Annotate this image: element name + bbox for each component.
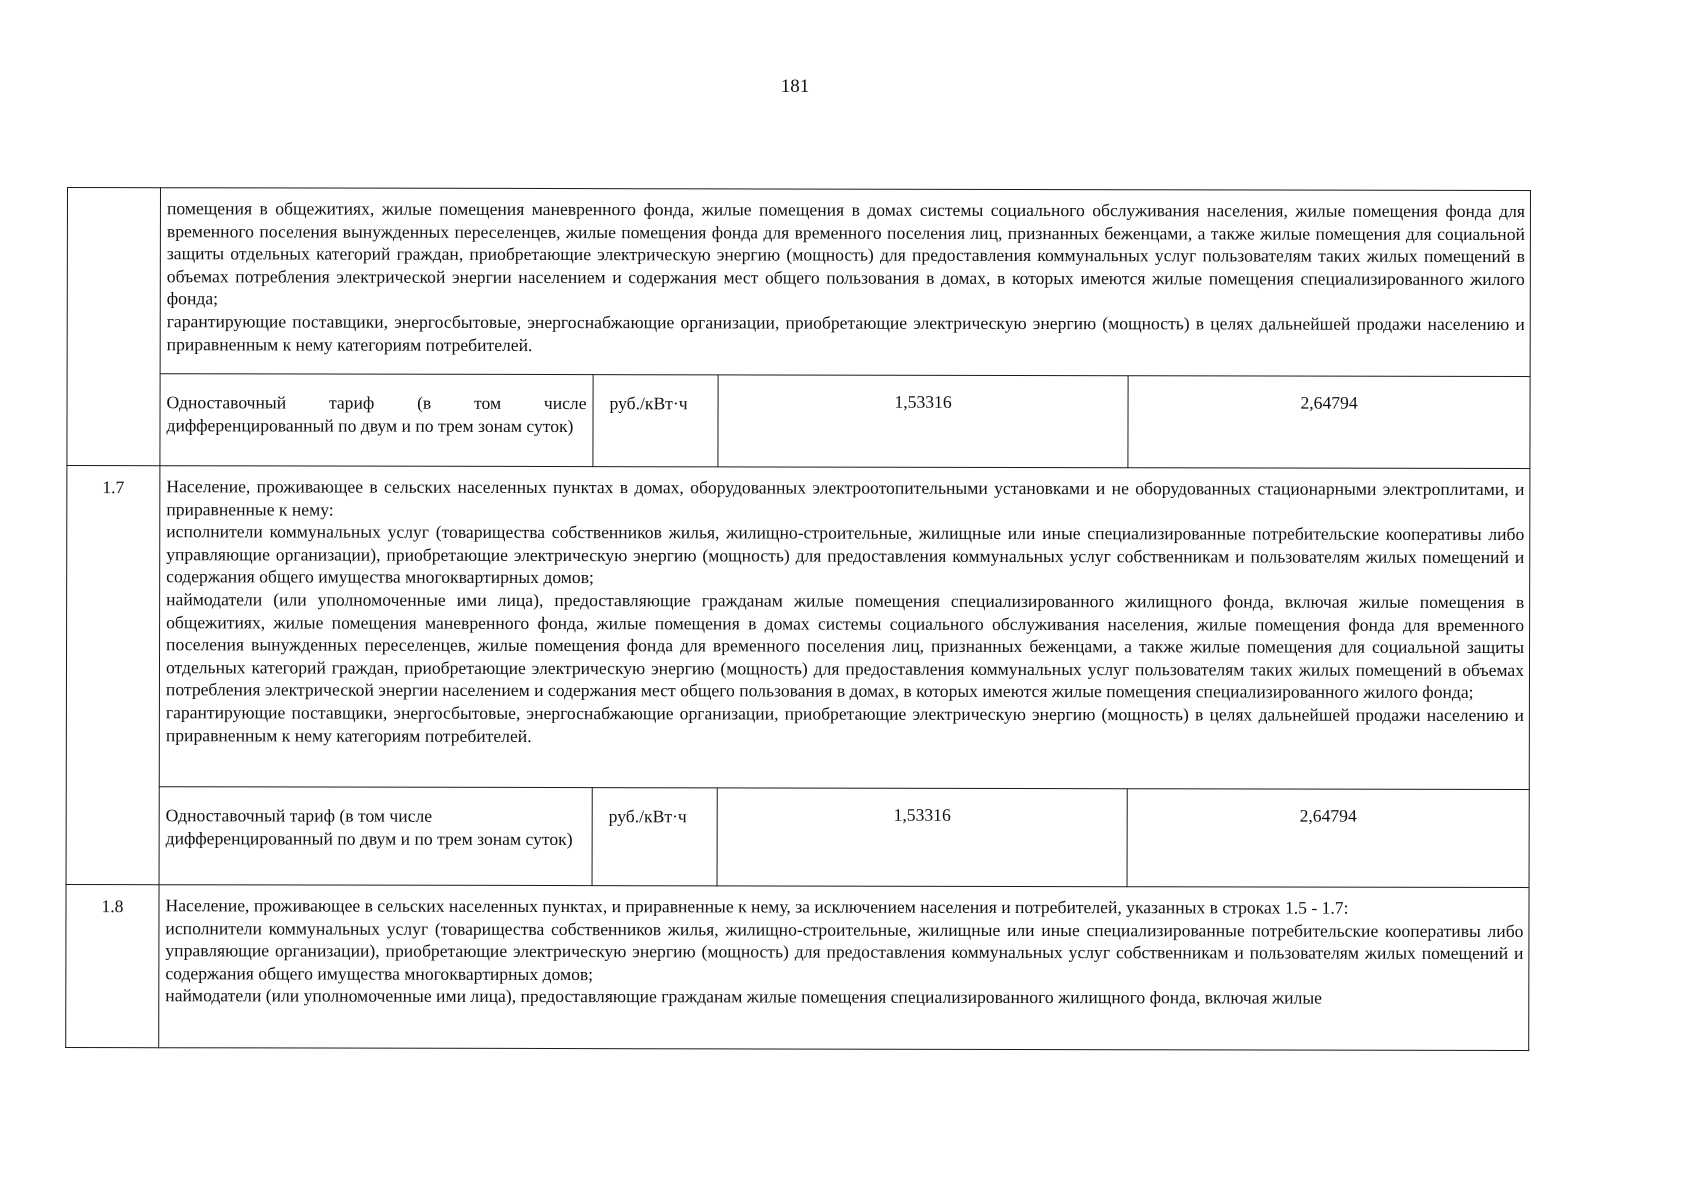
paragraph: гарантирующие поставщики, энергосбытовые, энергоснабжающие организации, приобретающие электрическую энергию (мощность) в целях дальнейшей продажи населению и приравненным к нему категориям потребителей. — [165, 702, 1524, 746]
paragraph: наймодатели (или уполномоченные ими лица), предоставляющие гражданам жилые помещения специализированного жилищного фонда, включая жилые помещения в общежитиях, жилые помещения маневренного фонда, жилые помещения в домах системы социального обслуживания населения, жилые помещения фонда для временного поселения вынужденных переселенцев, жилые помещения фонда для временного поселения лиц, признанных беженцами, а также жилые помещения для социальной защиты отдельных категорий граждан, приобретающие электрическую энергию (мощность) для предоставления коммунальных услуг пользователям таких жилых помещений в объемах потребления электрической энергии населением и содержания мест общего пользования в домах, в которых имеются жилые помещения специализированного жилого фонда; — [165, 589, 1525, 703]
table-row — [66, 466, 1530, 790]
tariff-row — [67, 374, 1530, 469]
unit-cell: руб./кВт·ч — [592, 788, 717, 886]
tariff-name-cell: Одноставочный тариф (в том числе дифференцированный по двум и по трем зонам суток) — [160, 374, 593, 467]
tariff-value-2-cell: 2,64794 — [1127, 789, 1529, 888]
tariff-name-cell: Одноставочный тариф (в том числе дифференцированный по двум и по трем зонам суток) — [159, 787, 592, 886]
unit-cell: руб./кВт·ч — [593, 375, 718, 467]
paragraph: Население, проживающее в сельских населенных пунктах в домах, оборудованных электроотопительными установками и не оборудованных стационарными электроплитами, и приравненные к нему: — [166, 476, 1525, 520]
tariff-row — [66, 786, 1529, 887]
paragraph: Население, проживающее в сельских населенных пунктах, и приравненные к нему, за исключением населения и потребителей, указанных в строках 1.5 - 1.7: — [165, 895, 1349, 918]
consumer-description-cell — [159, 885, 1529, 1051]
table-row — [66, 884, 1529, 1050]
consumer-description-cell — [160, 188, 1530, 377]
row-number-cell: 1.8 — [66, 884, 159, 1047]
consumer-description-cell — [159, 466, 1530, 790]
paragraph: помещения в общежитиях, жилые помещения маневренного фонда, жилые помещения в домах системы социального обслуживания населения, жилые помещения фонда для временного поселения вынужденных переселенцев, жилые помещения фонда для временного поселения лиц, признанных беженцами, а также жилые помещения для социальной защиты отдельных категорий граждан, приобретающие электрическую энергию (мощность) для предоставления коммунальных услуг пользователям таких жилых помещений в объемах потребления электрической энергии населением и содержания мест общего пользования в домах, в которых имеются жилые помещения специализированного жилого фонда; — [166, 198, 1526, 309]
paragraph: гарантирующие поставщики, энергосбытовые, энергоснабжающие организации, приобретающие электрическую энергию (мощность) в целях дальнейшей продажи населению и приравненным к нему категориям потребителей. — [166, 311, 1525, 355]
paragraph: исполнители коммунальных услуг (товарищества собственников жилья, жилищно-строительные, жилищные или иные специализированные потребительские кооперативы либо управляющие организации), приобретающие электрическую энергию (мощность) для предоставления коммунальных услуг собственникам и пользователям жилых помещений и содержания общего имущества многоквартирных домов; — [166, 521, 1525, 588]
row-number-cell: 1.7 — [66, 466, 160, 885]
table-row — [67, 188, 1530, 377]
tariff-table — [65, 187, 1531, 1051]
paragraph: наймодатели (или уполномоченные ими лица), предоставляющие гражданам жилые помещения специализированного жилищного фонда, включая жилые — [165, 985, 1323, 1009]
paragraph: исполнители коммунальных услуг (товарищества собственников жилья, жилищно-строительные, жилищные или иные специализированные потребительские кооперативы либо управляющие организации), приобретающие электрическую энергию (мощность) для предоставления коммунальных услуг собственникам и пользователям жилых помещений и содержания общего имущества многоквартирных домов; — [165, 917, 1524, 984]
tariff-value-1-cell: 1,53316 — [718, 375, 1128, 468]
row-number-cell — [67, 188, 161, 466]
tariff-value-1-cell: 1,53316 — [717, 788, 1127, 887]
tariff-value-2-cell: 2,64794 — [1128, 376, 1530, 469]
page-number: 181 — [780, 76, 810, 97]
